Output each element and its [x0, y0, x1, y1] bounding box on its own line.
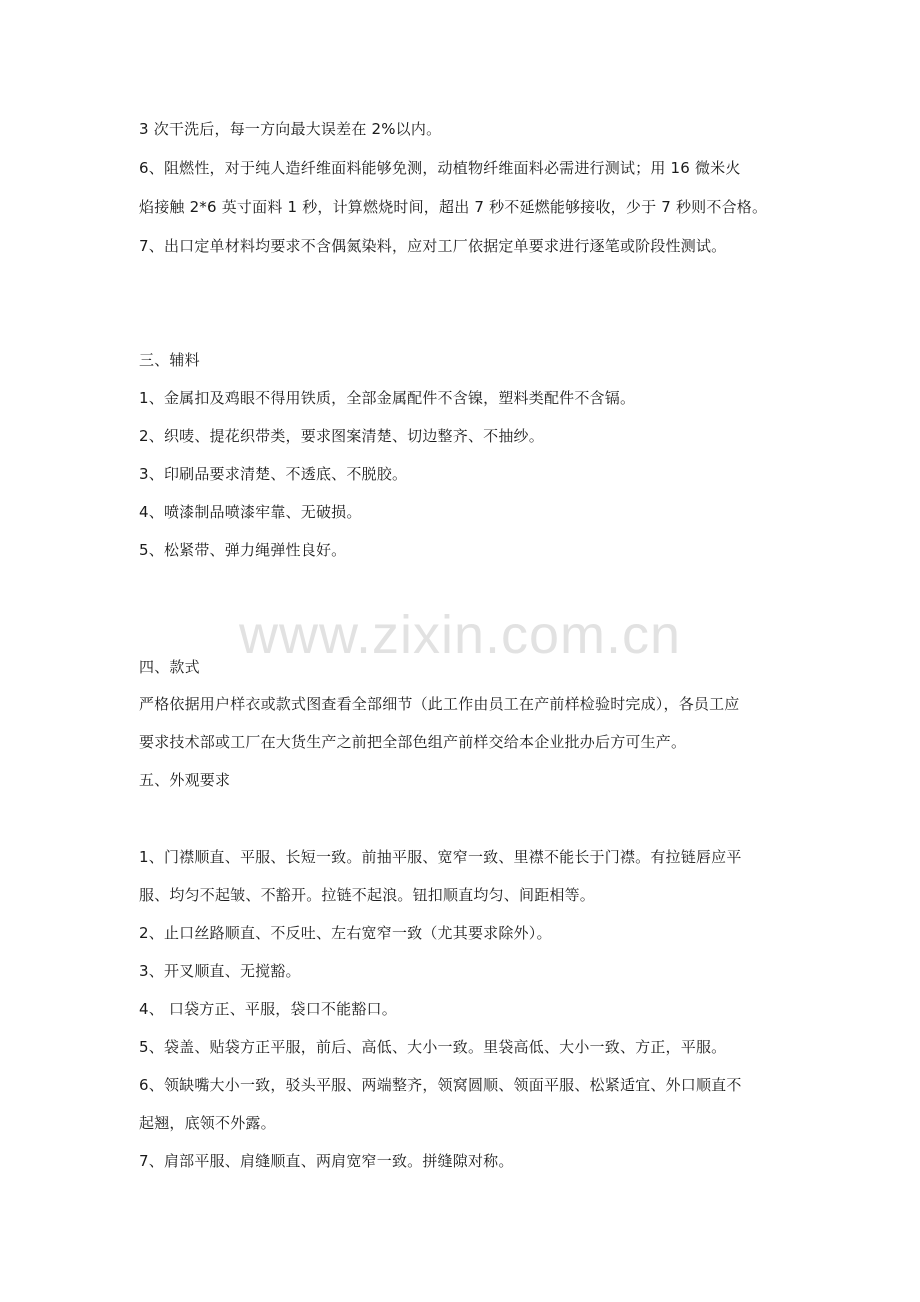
paragraph-line: 3 次干洗后，每一方向最大误差在 2%以内。 [139, 120, 442, 138]
list-item: 1、门襟顺直、平服、长短一致。前抽平服、宽窄一致、里襟不能长于门襟。有拉链唇应平 [139, 848, 742, 866]
section-heading-accessories: 三、辅料 [139, 351, 200, 369]
list-item-continuation: 起翘，底领不外露。 [139, 1114, 276, 1132]
list-item: 3、开叉顺直、无搅豁。 [139, 962, 301, 980]
list-item: 5、袋盖、贴袋方正平服，前后、高低、大小一致。里袋高低、大小一致、方正，平服。 [139, 1038, 727, 1056]
list-item: 6、领缺嘴大小一致，驳头平服、两端整齐，领窝圆顺、领面平服、松紧适宜、外口顺直不 [139, 1076, 742, 1094]
list-item: 5、松紧带、弹力绳弹性良好。 [139, 541, 347, 559]
list-item: 4、 口袋方正、平服，袋口不能豁口。 [139, 1000, 397, 1018]
list-item: 2、织唛、提花织带类，要求图案清楚、切边整齐、不抽纱。 [139, 427, 544, 445]
paragraph-line: 焰接触 2*6 英寸面料 1 秒，计算燃烧时间，超出 7 秒不延燃能够接收，少于 7 秒则不合格。 [139, 198, 768, 216]
list-item-continuation: 服、均匀不起皱、不豁开。拉链不起浪。钮扣顺直均匀、间距相等。 [139, 886, 596, 904]
section-heading-style: 四、款式 [139, 658, 200, 676]
list-item: 4、喷漆制品喷漆牢靠、无破损。 [139, 503, 362, 521]
list-item: 2、止口丝路顺直、不反吐、左右宽窄一致（尤其要求除外）。 [139, 924, 552, 942]
list-item: 1、金属扣及鸡眼不得用铁质，全部金属配件不含镍，塑料类配件不含镉。 [139, 389, 636, 407]
list-item: 7、肩部平服、肩缝顺直、两肩宽窄一致。拼缝隙对称。 [139, 1152, 514, 1170]
section-heading-appearance: 五、外观要求 [139, 771, 231, 789]
paragraph-line: 7、出口定单材料均要求不含偶氮染料，应对工厂依据定单要求进行逐笔或阶段性测试。 [139, 237, 727, 255]
paragraph-line: 严格依据用户样衣或款式图查看全部细节（此工作由员工在产前样检验时完成），各员工应 [139, 695, 740, 713]
paragraph-line: 要求技术部或工厂在大货生产之前把全部色组产前样交给本企业批办后方可生产。 [139, 733, 687, 751]
paragraph-line: 6、阻燃性，对于纯人造纤维面料能够免测，动植物纤维面料必需进行测试；用 16 微米火 [139, 159, 741, 177]
list-item: 3、印刷品要求清楚、不透底、不脱胶。 [139, 465, 408, 483]
watermark: www.zixin.com.cn [238, 605, 682, 665]
